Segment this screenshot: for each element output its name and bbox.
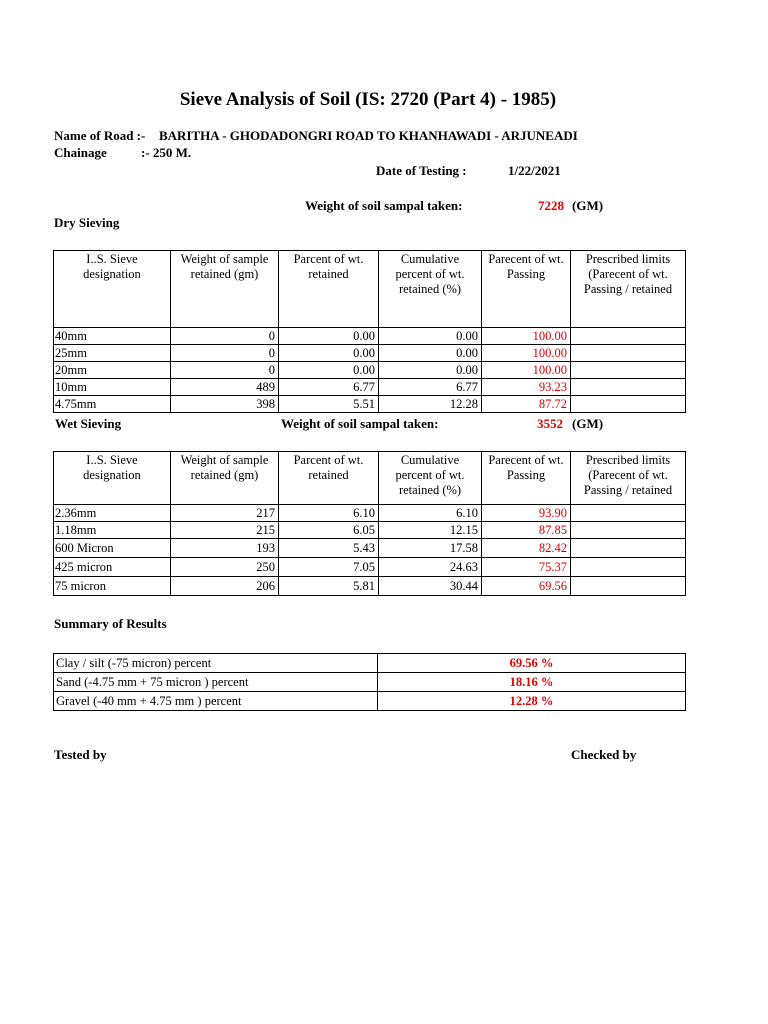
summary-label: Sand (-4.75 mm + 75 micron ) percent — [54, 673, 378, 692]
cumulative-cell: 12.15 — [379, 522, 482, 539]
passing-cell: 69.56 — [482, 577, 571, 596]
table-row — [54, 558, 686, 577]
wet-sieving-heading: Wet Sieving — [55, 416, 122, 431]
summary-heading: Summary of Results — [54, 616, 167, 631]
passing-cell: 82.42 — [482, 539, 571, 558]
passing-cell: 87.85 — [482, 522, 571, 539]
header-weight: Weight of sample retained (gm) — [171, 452, 279, 505]
chainage-label: Chainage — [54, 145, 107, 160]
passing-cell: 75.37 — [482, 558, 571, 577]
sieve-cell: 1.18mm — [54, 522, 171, 539]
limits-cell — [571, 345, 686, 362]
date-of-testing-label: Date of Testing : — [376, 163, 467, 178]
limits-cell — [571, 328, 686, 345]
sieve-cell: 25mm — [54, 345, 171, 362]
summary-value: 69.56 % — [378, 654, 686, 673]
limits-cell — [571, 558, 686, 577]
summary-row — [54, 654, 686, 673]
weight-cell: 489 — [171, 379, 279, 396]
weight-cell: 193 — [171, 539, 279, 558]
percent-cell: 5.51 — [279, 396, 379, 413]
limits-cell — [571, 396, 686, 413]
sieve-cell: 20mm — [54, 362, 171, 379]
header-percent: Parcent of wt. retained — [279, 251, 379, 328]
wet-weight-value: 3552 — [537, 416, 563, 431]
percent-cell: 6.77 — [279, 379, 379, 396]
sieve-cell: 40mm — [54, 328, 171, 345]
summary-table — [53, 653, 686, 711]
summary-row — [54, 692, 686, 711]
limits-cell — [571, 362, 686, 379]
limits-cell — [571, 577, 686, 596]
passing-cell: 93.23 — [482, 379, 571, 396]
dry-sieving-heading: Dry Sieving — [54, 215, 120, 230]
wet-weight-label: Weight of soil sampal taken: — [281, 416, 439, 431]
limits-cell — [571, 539, 686, 558]
header-passing: Parecent of wt. Passing — [482, 452, 571, 505]
header-cumulative: Cumulative percent of wt. retained (%) — [379, 452, 482, 505]
header-limits: Prescribed limits (Parecent of wt. Passing / retained — [571, 251, 686, 328]
header-percent: Parcent of wt. retained — [279, 452, 379, 505]
weight-cell: 0 — [171, 345, 279, 362]
header-sieve: I..S. Sieve designation — [54, 452, 171, 505]
wet-weight-unit: (GM) — [572, 416, 604, 431]
weight-cell: 0 — [171, 362, 279, 379]
header-cumulative: Cumulative percent of wt. retained (%) — [379, 251, 482, 328]
cumulative-cell: 6.10 — [379, 505, 482, 522]
cumulative-cell: 12.28 — [379, 396, 482, 413]
weight-cell: 398 — [171, 396, 279, 413]
passing-cell: 100.00 — [482, 345, 571, 362]
tested-by-label: Tested by — [54, 747, 107, 762]
table-row — [54, 328, 686, 345]
limits-cell — [571, 522, 686, 539]
weight-cell: 217 — [171, 505, 279, 522]
dry-weight-unit: (GM) — [572, 198, 604, 213]
cumulative-cell: 0.00 — [379, 345, 482, 362]
sieve-cell: 4.75mm — [54, 396, 171, 413]
table-row — [54, 396, 686, 413]
sieve-cell: 75 micron — [54, 577, 171, 596]
percent-cell: 0.00 — [279, 328, 379, 345]
passing-cell: 87.72 — [482, 396, 571, 413]
summary-row — [54, 673, 686, 692]
dry-weight-value: 7228 — [538, 198, 564, 213]
cumulative-cell: 24.63 — [379, 558, 482, 577]
wet-table-header-row — [54, 452, 686, 505]
header-passing: Parecent of wt. Passing — [482, 251, 571, 328]
dry-sieving-table — [53, 250, 686, 413]
percent-cell: 0.00 — [279, 345, 379, 362]
passing-cell: 93.90 — [482, 505, 571, 522]
chainage-value: :- 250 M. — [141, 145, 192, 160]
checked-by-label: Checked by — [571, 747, 637, 762]
summary-value: 12.28 % — [378, 692, 686, 711]
limits-cell — [571, 505, 686, 522]
sieve-cell: 425 micron — [54, 558, 171, 577]
summary-value: 18.16 % — [378, 673, 686, 692]
table-row — [54, 522, 686, 539]
page-title: Sieve Analysis of Soil (IS: 2720 (Part 4) - 1985) — [179, 89, 557, 110]
weight-cell: 215 — [171, 522, 279, 539]
dry-weight-label: Weight of soil sampal taken: — [305, 198, 463, 213]
header-sieve: I..S. Sieve designation — [54, 251, 171, 328]
percent-cell: 5.81 — [279, 577, 379, 596]
weight-cell: 250 — [171, 558, 279, 577]
percent-cell: 5.43 — [279, 539, 379, 558]
weight-cell: 206 — [171, 577, 279, 596]
dry-table-header-row — [54, 251, 686, 328]
limits-cell — [571, 379, 686, 396]
table-row — [54, 379, 686, 396]
sieve-cell: 600 Micron — [54, 539, 171, 558]
percent-cell: 6.10 — [279, 505, 379, 522]
header-limits: Prescribed limits (Parecent of wt. Passing / retained — [571, 452, 686, 505]
cumulative-cell: 0.00 — [379, 328, 482, 345]
date-of-testing-value: 1/22/2021 — [508, 163, 561, 178]
cumulative-cell: 17.58 — [379, 539, 482, 558]
table-row — [54, 577, 686, 596]
cumulative-cell: 30.44 — [379, 577, 482, 596]
summary-label: Clay / silt (-75 micron) percent — [54, 654, 378, 673]
table-row — [54, 505, 686, 522]
cumulative-cell: 6.77 — [379, 379, 482, 396]
percent-cell: 6.05 — [279, 522, 379, 539]
sieve-cell: 2.36mm — [54, 505, 171, 522]
road-name-label: Name of Road :- — [54, 128, 146, 143]
percent-cell: 0.00 — [279, 362, 379, 379]
wet-sieving-table — [53, 451, 686, 596]
table-row — [54, 362, 686, 379]
cumulative-cell: 0.00 — [379, 362, 482, 379]
table-row — [54, 345, 686, 362]
passing-cell: 100.00 — [482, 328, 571, 345]
weight-cell: 0 — [171, 328, 279, 345]
summary-label: Gravel (-40 mm + 4.75 mm ) percent — [54, 692, 378, 711]
passing-cell: 100.00 — [482, 362, 571, 379]
header-weight: Weight of sample retained (gm) — [171, 251, 279, 328]
percent-cell: 7.05 — [279, 558, 379, 577]
table-row — [54, 539, 686, 558]
sieve-cell: 10mm — [54, 379, 171, 396]
road-name-value: BARITHA - GHODADONGRI ROAD TO KHANHAWADI - ARJUNEADI — [159, 128, 578, 143]
